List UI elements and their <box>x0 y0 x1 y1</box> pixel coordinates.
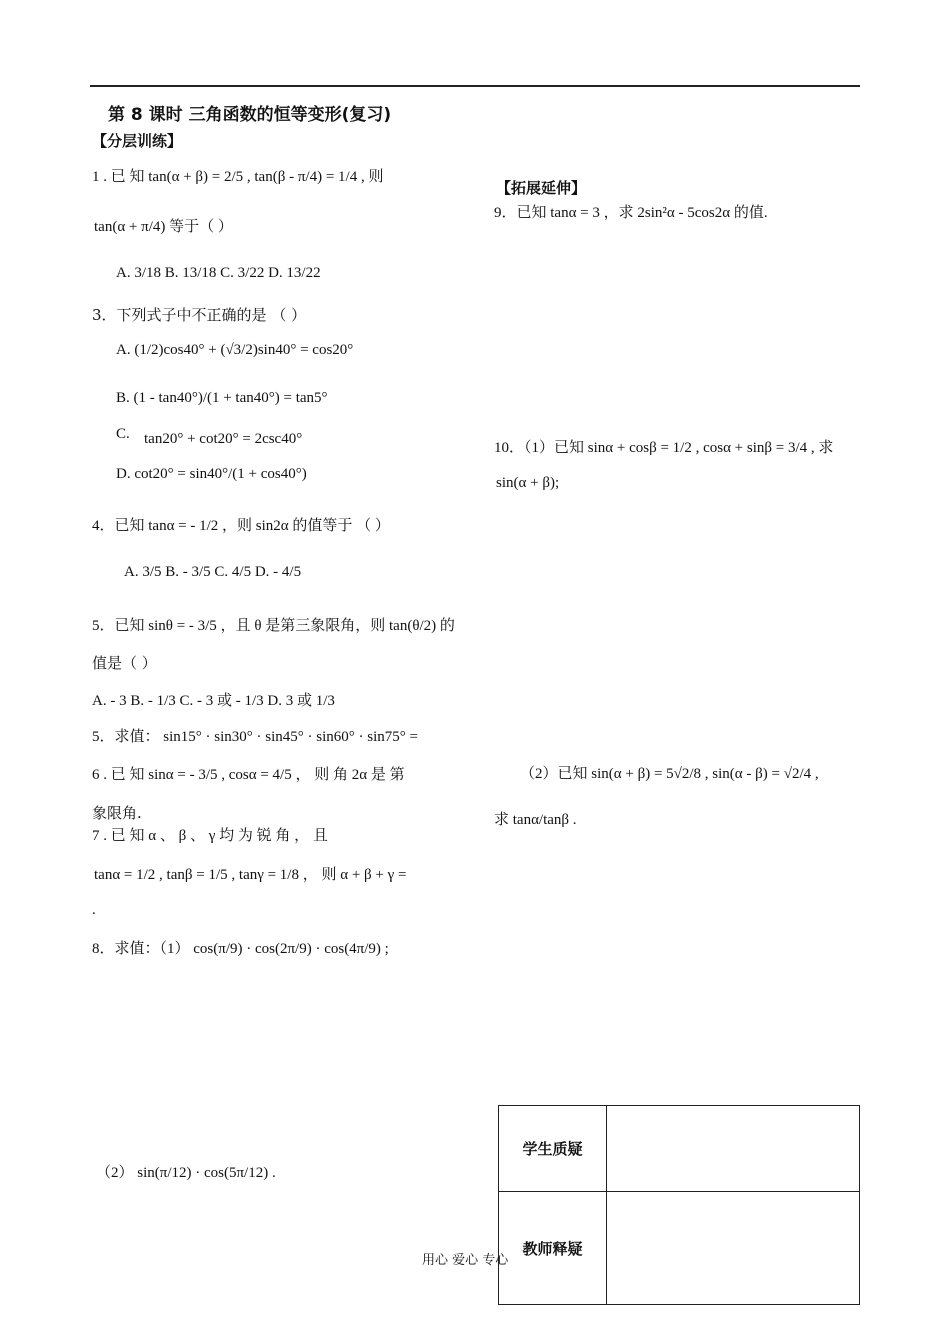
q10-part1-cont: sin(α + β); <box>496 475 560 491</box>
q10-part2: （2）已知 sin(α + β) = 5√2/8 , sin(α - β) = √2/4 , <box>520 766 819 782</box>
q7-end: . <box>92 902 96 918</box>
q10-part1: 10．（1）已知 sinα + cosβ = 1/2 , cosα + sinβ = 3/4 , 求 <box>494 440 834 456</box>
q5b-stem: 5．求值： sin15° · sin30° · sin45° · sin60° · sin75° = <box>92 729 418 745</box>
q4-options: A. 3/5 B. - 3/5 C. 4/5 D. - 4/5 <box>124 564 302 580</box>
q6-stem: 6 . 已 知 sinα = - 3/5 , cosα = 4/5 ， 则 角 2α 是 第 <box>92 767 405 783</box>
q9-stem: 9．已知 tanα = 3 ，求 2sin²α - 5cos2α 的值. <box>494 205 768 221</box>
q1-stem: 1 . 已 知 tan(α + β) = 2/5 , tan(β - π/4) = 1/4 , 则 <box>92 169 384 185</box>
teacher-answer-label: 教师释疑 <box>499 1192 607 1304</box>
page-title: 第 8 课时 三角函数的恒等变形(复习) <box>108 105 392 125</box>
section-layered-training: 【分层训练】 <box>92 132 183 150</box>
q5-stem: 5．已知 sinθ = - 3/5 ，且 θ 是第三象限角，则 tan(θ/2) 的 <box>92 618 455 634</box>
section-extension: 【拓展延伸】 <box>496 179 587 197</box>
q1-expr: tan(α + π/4) 等于（ ） <box>94 219 233 235</box>
q7-expr: tanα = 1/2 , tanβ = 1/5 , tanγ = 1/8 ， 则 α + β + γ = <box>94 867 407 883</box>
q3-option-b: B. (1 - tan40°)/(1 + tan40°) = tan5° <box>116 390 328 406</box>
q7-stem: 7 . 已 知 α 、 β 、 γ 均 为 锐 角 ， 且 <box>92 828 328 844</box>
page-footer: 用心 爱心 专心 <box>422 1253 509 1268</box>
qa-table <box>498 1105 860 1305</box>
q3-option-d: D. cot20° = sin40°/(1 + cos40°) <box>116 466 307 482</box>
q5-options: A. - 3 B. - 1/3 C. - 3 或 - 1/3 D. 3 或 1/3 <box>92 693 335 709</box>
q10-part2-cont: 求 tanα/tanβ . <box>494 812 577 828</box>
q8-part2: （2） sin(π/12) · cos(5π/12) . <box>96 1165 276 1181</box>
q3-option-c: tan20° + cot20° = 2csc40° <box>144 431 303 447</box>
q8-stem: 8．求值：（1） cos(π/9) · cos(2π/9) · cos(4π/9) ; <box>92 941 389 957</box>
q6-stem-cont: 象限角. <box>92 804 142 822</box>
qa-row-teacher <box>499 1192 859 1304</box>
q3-stem: 3．下列式子中不正确的是 （ ） <box>92 306 307 324</box>
student-question-label: 学生质疑 <box>499 1106 607 1191</box>
header-rule <box>90 85 860 87</box>
q3-option-c-label: C. <box>116 426 130 442</box>
q4-stem: 4．已知 tanα = - 1/2 ，则 sin2α 的值等于 （ ） <box>92 518 390 534</box>
qa-row-student <box>499 1106 859 1192</box>
q5-stem-cont: 值是（ ） <box>92 654 157 672</box>
q1-options: A. 3/18 B. 13/18 C. 3/22 D. 13/22 <box>116 265 321 281</box>
q3-option-a: A. (1/2)cos40° + (√3/2)sin40° = cos20° <box>116 342 354 358</box>
